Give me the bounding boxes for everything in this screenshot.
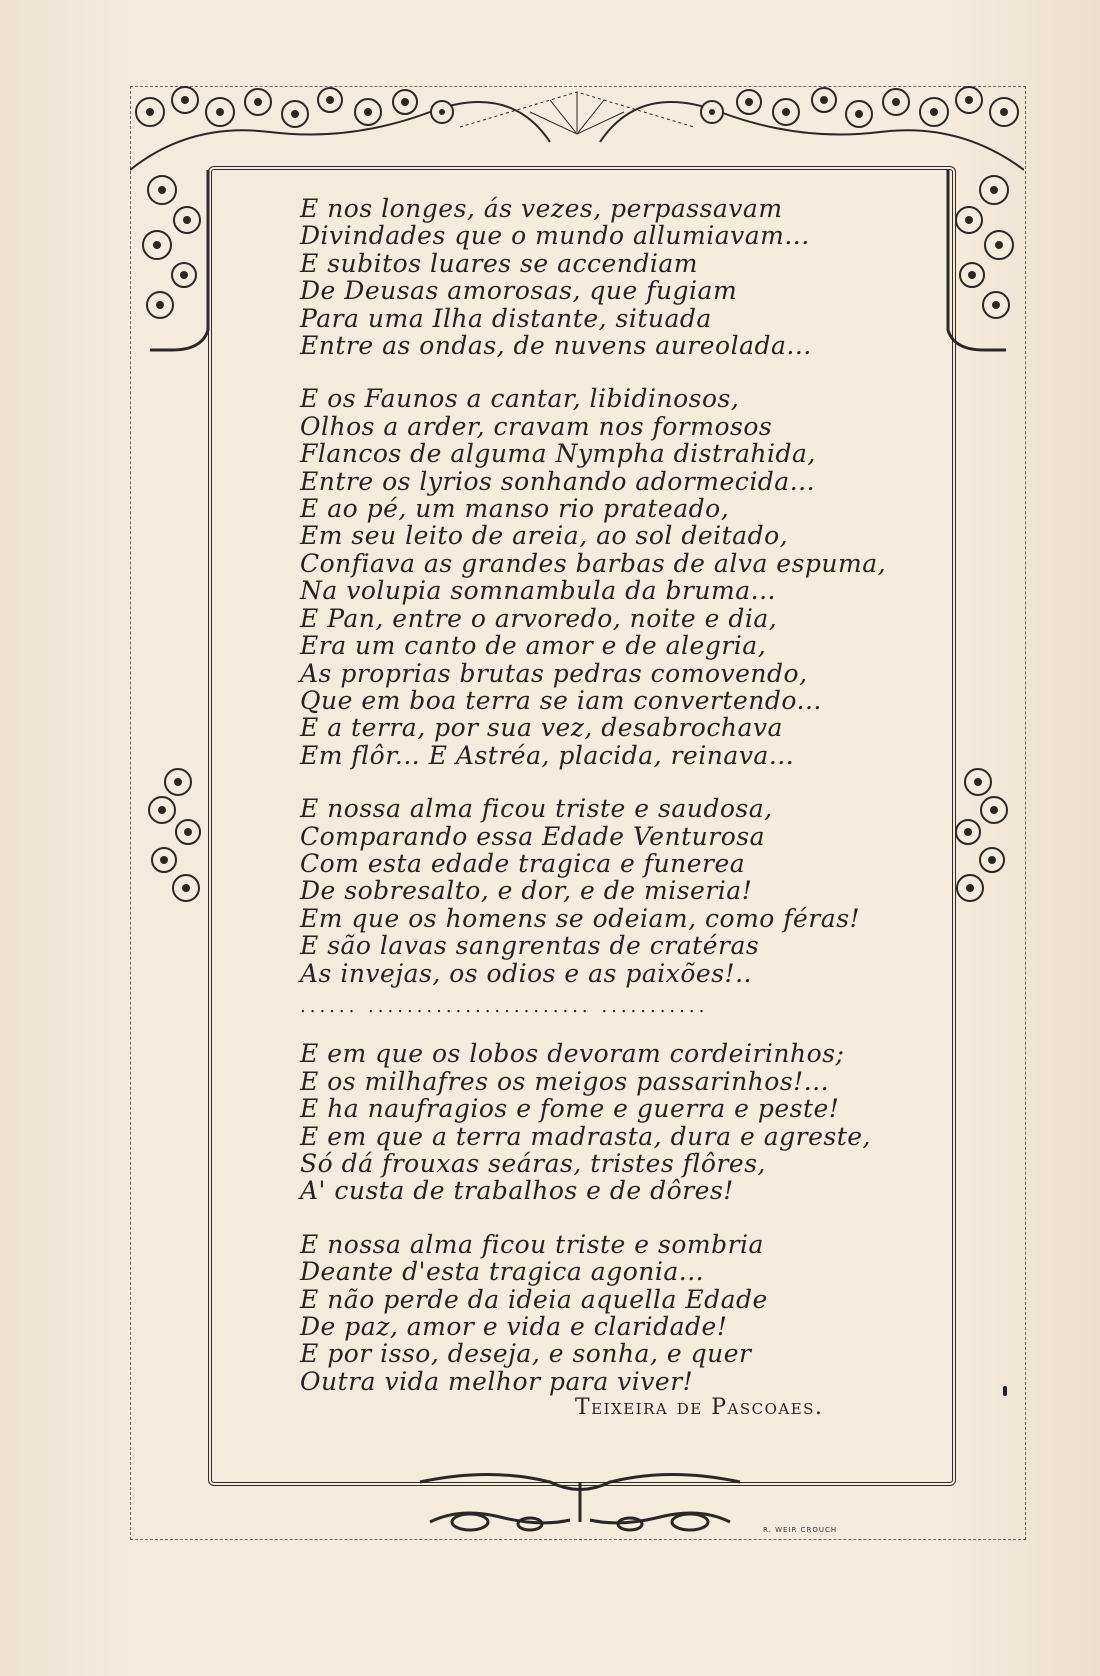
poem-line: De Deusas amorosas, que fugiam	[300, 276, 738, 306]
poem-line: Outra vida melhor para viver!	[300, 1366, 694, 1396]
top-floral-ornament	[130, 82, 1024, 172]
illustrator-credit: R. WEIR CROUCH	[763, 1526, 838, 1534]
left-middle-floral-ornament	[140, 760, 210, 920]
ink-speck	[1003, 1386, 1007, 1396]
right-middle-floral-ornament	[946, 760, 1016, 920]
bottom-scroll-ornament	[400, 1462, 760, 1542]
poem-line: E os Faunos a cantar, libidinosos,	[300, 384, 740, 414]
poem-line: Em flôr... E Astréa, placida, reinava...	[300, 740, 795, 770]
poem-line: E por isso, deseja, e sonha, e quer	[300, 1339, 752, 1369]
poem-line: De paz, amor e vida e claridade!	[300, 1312, 728, 1342]
poem-line: E nossa alma ficou triste e sombria	[300, 1229, 764, 1259]
poem-line: E nos longes, ás vezes, perpassavam	[300, 194, 783, 223]
poem-line: Em que os homens se odeiam, como féras!	[300, 903, 861, 933]
author-signature: Teixeira de Pascoaes.	[575, 1395, 824, 1420]
poem-line: E são lavas sangrentas de cratéras	[300, 931, 760, 961]
poem-line: Entre as ondas, de nuvens aureolada...	[300, 331, 812, 361]
poem-line: A' custa de trabalhos e de dôres!	[300, 1176, 734, 1206]
poem-line: E os milhafres os meigos passarinhos!...	[300, 1066, 830, 1096]
poem-line: E em que a terra madrasta, dura e agreste,	[300, 1121, 871, 1151]
poem-line: Confiava as grandes barbas de alva espuma,	[300, 548, 887, 578]
poem-line: Em seu leito de areia, ao sol deitado,	[300, 521, 789, 551]
poem-line: Para uma Ilha distante, situada	[300, 303, 712, 333]
poem-line: As proprias brutas pedras comovendo,	[300, 658, 808, 688]
poem-line: Flancos de alguma Nympha distrahida,	[300, 439, 816, 469]
ellipsis-line: ...... ....................... ...........	[300, 995, 709, 1017]
poem-line: Divindades que o mundo allumiavam...	[300, 221, 810, 251]
poem-line: Comparando essa Edade Venturosa	[300, 821, 765, 851]
poem-line: Que em boa terra se iam convertendo...	[300, 685, 822, 715]
poem-line: Na volupia somnambula da bruma...	[300, 576, 776, 606]
poem-line: E ao pé, um manso rio prateado,	[300, 494, 730, 524]
left-upper-floral-ornament	[132, 160, 210, 360]
poem-stanza	[300, 1039, 871, 1206]
poem-line: De sobresalto, e dor, e de miseria!	[300, 876, 753, 906]
poem-line: E a terra, por sua vez, desabrochava	[300, 713, 783, 743]
poem-line: E não perde da ideia aquella Edade	[300, 1284, 768, 1314]
poem-stanza	[300, 1231, 860, 1395]
poem-stanza	[300, 795, 860, 987]
poem-line: Entre os lyrios sonhando adormecida...	[300, 466, 816, 496]
poem-line: Só dá frouxas seáras, tristes flôres,	[300, 1149, 766, 1178]
poem-line: E subitos luares se accendiam	[300, 248, 699, 278]
poem-line: E ha naufragios e fome e guerra e peste!	[300, 1094, 840, 1124]
poem-stanza	[300, 384, 887, 770]
poem-line: Olhos a arder, cravam nos formosos	[300, 411, 773, 441]
poem-line: Deante d'esta tragica agonia...	[300, 1257, 705, 1287]
poem-line: Com esta edade tragica e funerea	[300, 848, 746, 878]
poem-line: Era um canto de amor e de alegria,	[300, 631, 767, 661]
poem	[300, 194, 887, 1421]
poem-line: E nossa alma ficou triste e saudosa,	[300, 794, 773, 824]
poem-stanza	[300, 195, 860, 359]
poem-line: As invejas, os odios e as paixões!..	[300, 958, 752, 988]
right-upper-floral-ornament	[946, 160, 1024, 360]
poem-line: E Pan, entre o arvoredo, noite e dia,	[300, 603, 778, 633]
poem-line: E em que os lobos devoram cordeirinhos;	[300, 1039, 845, 1069]
ellipsis-separator	[300, 993, 860, 1020]
